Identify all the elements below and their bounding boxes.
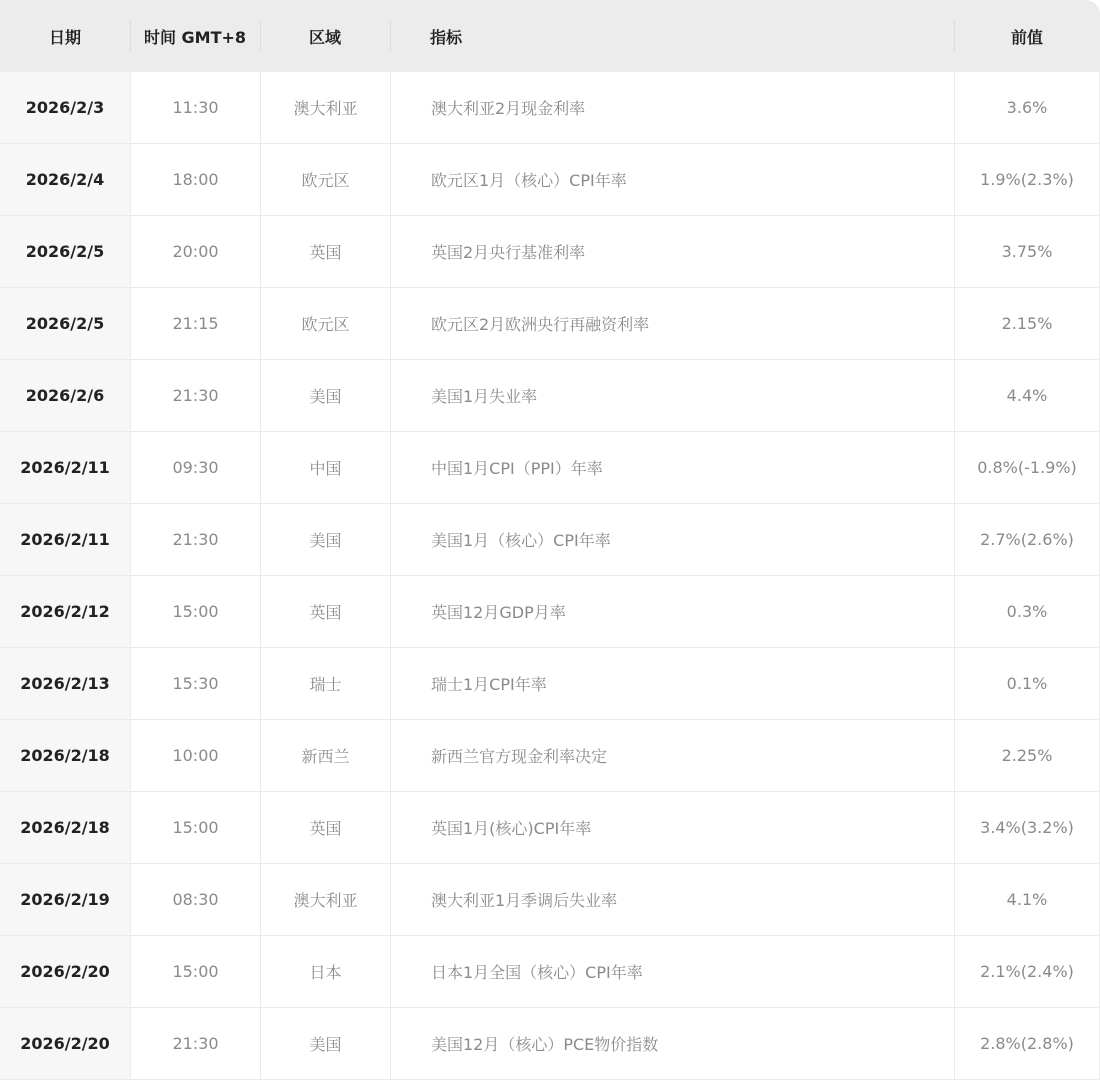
header-time[interactable]: 时间 GMT+8 [130, 0, 260, 72]
cell-region: 澳大利亚 [260, 864, 390, 935]
cell-date: 2026/2/19 [0, 864, 130, 935]
cell-time: 21:15 [130, 288, 260, 359]
cell-indicator: 澳大利亚1月季调后失业率 [390, 864, 954, 935]
table-row[interactable] [0, 936, 1100, 1008]
cell-time: 15:00 [130, 792, 260, 863]
cell-time: 18:00 [130, 144, 260, 215]
cell-previous: 0.8%(-1.9%) [954, 432, 1100, 503]
table-row[interactable] [0, 576, 1100, 648]
cell-previous: 4.1% [954, 864, 1100, 935]
cell-date: 2026/2/11 [0, 504, 130, 575]
cell-time: 08:30 [130, 864, 260, 935]
cell-indicator: 英国12月GDP月率 [390, 576, 954, 647]
table-row[interactable] [0, 288, 1100, 360]
cell-time: 15:00 [130, 576, 260, 647]
table-row[interactable] [0, 1008, 1100, 1080]
cell-date: 2026/2/4 [0, 144, 130, 215]
cell-time: 11:30 [130, 72, 260, 143]
cell-date: 2026/2/18 [0, 720, 130, 791]
cell-indicator: 瑞士1月CPI年率 [390, 648, 954, 719]
cell-indicator: 澳大利亚2月现金利率 [390, 72, 954, 143]
cell-previous: 3.6% [954, 72, 1100, 143]
cell-previous: 2.1%(2.4%) [954, 936, 1100, 1007]
table-row[interactable] [0, 432, 1100, 504]
cell-date: 2026/2/13 [0, 648, 130, 719]
cell-indicator: 欧元区1月（核心）CPI年率 [390, 144, 954, 215]
table-row[interactable] [0, 864, 1100, 936]
table-row[interactable] [0, 360, 1100, 432]
cell-time: 21:30 [130, 504, 260, 575]
cell-indicator: 英国2月央行基准利率 [390, 216, 954, 287]
table-row[interactable] [0, 144, 1100, 216]
cell-date: 2026/2/12 [0, 576, 130, 647]
cell-date: 2026/2/5 [0, 216, 130, 287]
cell-region: 瑞士 [260, 648, 390, 719]
cell-indicator: 欧元区2月欧洲央行再融资利率 [390, 288, 954, 359]
cell-region: 澳大利亚 [260, 72, 390, 143]
table-row[interactable] [0, 648, 1100, 720]
cell-indicator: 美国1月失业率 [390, 360, 954, 431]
table-row[interactable] [0, 504, 1100, 576]
table-row[interactable] [0, 72, 1100, 144]
table-header [0, 0, 1100, 72]
cell-region: 美国 [260, 504, 390, 575]
cell-indicator: 中国1月CPI（PPI）年率 [390, 432, 954, 503]
header-previous[interactable]: 前值 [954, 0, 1100, 72]
cell-indicator: 美国12月（核心）PCE物价指数 [390, 1008, 954, 1079]
cell-region: 日本 [260, 936, 390, 1007]
cell-time: 20:00 [130, 216, 260, 287]
cell-previous: 2.15% [954, 288, 1100, 359]
cell-date: 2026/2/6 [0, 360, 130, 431]
cell-previous: 0.3% [954, 576, 1100, 647]
cell-date: 2026/2/20 [0, 936, 130, 1007]
cell-indicator: 新西兰官方现金利率决定 [390, 720, 954, 791]
cell-region: 欧元区 [260, 288, 390, 359]
cell-time: 10:00 [130, 720, 260, 791]
cell-previous: 2.7%(2.6%) [954, 504, 1100, 575]
cell-region: 英国 [260, 576, 390, 647]
cell-region: 中国 [260, 432, 390, 503]
table-row[interactable] [0, 216, 1100, 288]
cell-indicator: 日本1月全国（核心）CPI年率 [390, 936, 954, 1007]
cell-previous: 4.4% [954, 360, 1100, 431]
cell-previous: 0.1% [954, 648, 1100, 719]
cell-time: 21:30 [130, 1008, 260, 1079]
cell-date: 2026/2/18 [0, 792, 130, 863]
header-date[interactable]: 日期 [48, 27, 81, 47]
header-indicator[interactable]: 指标 [390, 0, 954, 72]
table-row[interactable] [0, 720, 1100, 792]
cell-time: 09:30 [130, 432, 260, 503]
cell-region: 英国 [260, 216, 390, 287]
cell-region: 新西兰 [260, 720, 390, 791]
cell-date: 2026/2/3 [0, 72, 130, 143]
header-region[interactable]: 区域 [260, 0, 390, 72]
cell-region: 美国 [260, 360, 390, 431]
cell-date: 2026/2/20 [0, 1008, 130, 1079]
cell-indicator: 英国1月(核心)CPI年率 [390, 792, 954, 863]
cell-region: 英国 [260, 792, 390, 863]
cell-previous: 3.75% [954, 216, 1100, 287]
cell-previous: 3.4%(3.2%) [954, 792, 1100, 863]
cell-previous: 1.9%(2.3%) [954, 144, 1100, 215]
cell-previous: 2.25% [954, 720, 1100, 791]
cell-date: 2026/2/11 [0, 432, 130, 503]
table-body [0, 72, 1100, 1080]
cell-time: 15:30 [130, 648, 260, 719]
cell-previous: 2.8%(2.8%) [954, 1008, 1100, 1079]
cell-indicator: 美国1月（核心）CPI年率 [390, 504, 954, 575]
cell-date: 2026/2/5 [0, 288, 130, 359]
cell-time: 15:00 [130, 936, 260, 1007]
cell-time: 21:30 [130, 360, 260, 431]
cell-region: 美国 [260, 1008, 390, 1079]
cell-region: 欧元区 [260, 144, 390, 215]
table-row[interactable] [0, 792, 1100, 864]
